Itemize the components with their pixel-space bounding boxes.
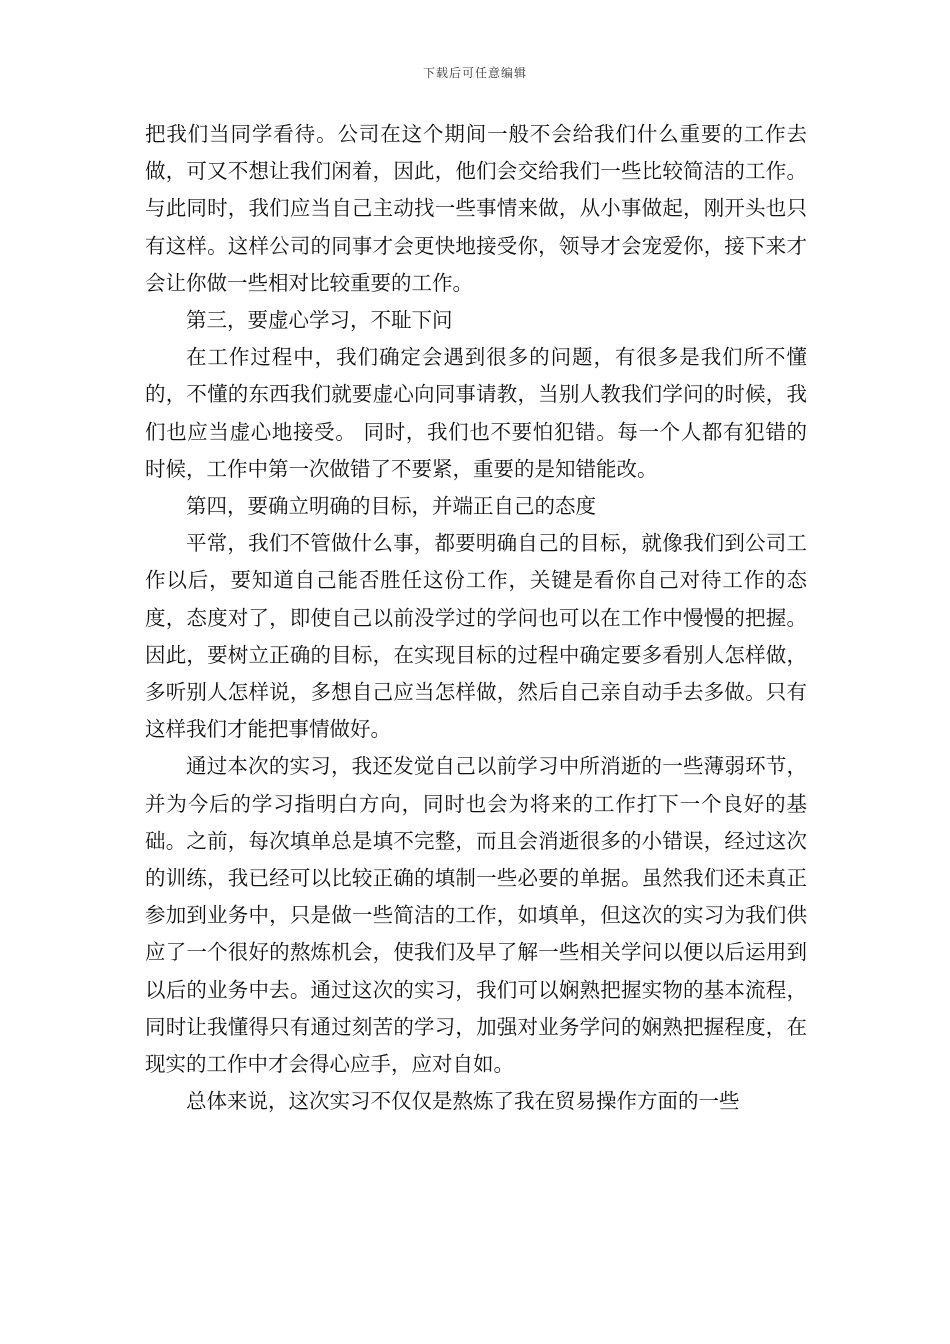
- paragraph-continuation: 把我们当同学看待。公司在这个期间一般不会给我们什么重要的工作去做，可又不想让我们闲着，因此，他们会交给我们一些比较简洁的工作。与此同时，我们应当自己主动找一些事情来做，从小事做起，刚开头也只有这样。这样公司的同事才会更快地接受你，领导才会宠爱你，接下来才会让你做一些相对比较重要的工作。: [145, 122, 807, 295]
- paragraph: 平常，我们不管做什么事，都要明确自己的目标，就像我们到公司工作以后，要知道自己能否胜任这份工作，关键是看你自己对待工作的态度，态度对了，即使自己以前没学过的学问也可以在工作中慢慢的把握。因此，要树立正确的目标，在实现目标的过程中确定要多看别人怎样做，多听别人怎样说，多想自己应当怎样做，然后自己亲自动手去多做。只有这样我们才能把事情做好。: [145, 531, 807, 742]
- section-heading-fourth: 第四，要确立明确的目标，并端正自己的态度: [186, 494, 596, 519]
- paragraph: 在工作过程中，我们确定会遇到很多的问题，有很多是我们所不懂的，不懂的东西我们就要虚心向同事请教，当别人教我们学问的时候，我们也应当虚心地接受。 同时，我们也不要怕犯错。每一个人都有犯错的时候，工作中第一次做错了不要紧，重要的是知错能改。: [145, 345, 807, 481]
- paragraph: 总体来说，这次实习不仅仅是熬炼了我在贸易操作方面的一些: [186, 1089, 740, 1114]
- section-heading-third: 第三，要虚心学习，不耻下问: [186, 308, 453, 333]
- paragraph: 通过本次的实习，我还发觉自己以前学习中所消逝的一些薄弱环节，并为今后的学习指明白方向，同时也会为将来的工作打下一个良好的基础。之前，每次填单总是填不完整，而且会消逝很多的小错误，经过这次的训练，我已经可以比较正确的填制一些必要的单据。虽然我们还未真正参加到业务中，只是做一些简洁的工作，如填单，但这次的实习为我们供应了一个很好的熬炼机会，使我们及早了解一些相关学问以便以后运用到以后的业务中去。通过这次的实习，我们可以娴熟把握实物的基本流程，同时让我懂得只有通过刻苦的学习，加强对业务学问的娴熟把握程度，在现实的工作中才会得心应手，应对自如。: [145, 754, 807, 1077]
- document-body: [145, 116, 807, 1120]
- page-header: 下载后可任意编辑: [422, 66, 527, 80]
